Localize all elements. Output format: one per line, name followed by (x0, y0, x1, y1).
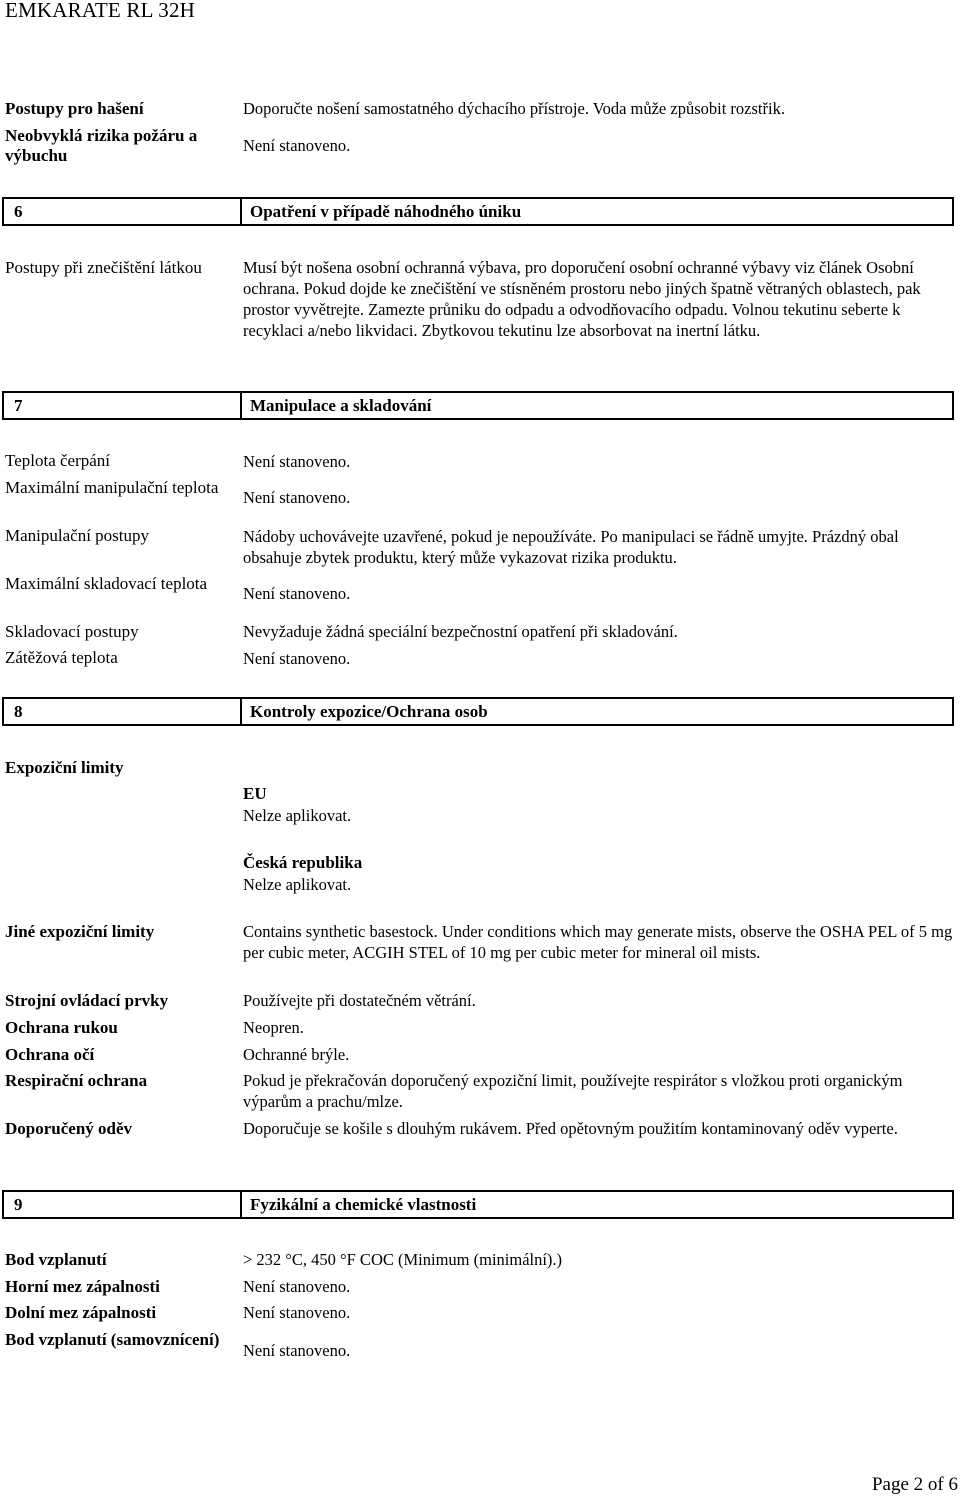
label-upper-flammability-limit: Horní mez zápalnosti (5, 1277, 160, 1296)
label-load-temperature: Zátěžová teplota (5, 648, 118, 667)
label-lower-flammability-limit: Dolní mez zápalnosti (5, 1303, 157, 1322)
value-unusual-fire-hazards: Není stanoveno. (243, 136, 351, 155)
section-8-title: Kontroly expozice/Ochrana osob (250, 702, 488, 721)
section-6-title: Opatření v případě náhodného úniku (250, 202, 522, 221)
label-recommended-clothing: Doporučený oděv (5, 1119, 133, 1138)
eu-heading: EU (243, 784, 267, 803)
czech-value: Nelze aplikovat. (243, 875, 352, 894)
label-spill-procedures: Postupy při znečištění látkou (5, 258, 202, 277)
section-header-divider (240, 699, 242, 724)
value-pumping-temperature: Není stanoveno. (243, 452, 351, 471)
value-max-handling-temperature: Není stanoveno. (243, 488, 351, 507)
value-autoignition-point: Není stanoveno. (243, 1341, 351, 1360)
label-flash-point: Bod vzplanutí (5, 1250, 107, 1269)
label-unusual-fire-hazards: Neobvyklá rizika požáru a výbuchu (5, 126, 198, 165)
value-lower-flammability-limit: Není stanoveno. (243, 1303, 351, 1322)
label-max-handling-temperature: Maximální manipulační teplota (5, 478, 219, 497)
section-9-number: 9 (14, 1195, 23, 1214)
value-other-exposure-limits: Contains synthetic basestock. Under conditions which may generate mists, observe the OSHA PEL of 5 mg per cubic meter, ACGIH STEL of 10 mg per cubic meter for mineral oil mists. (243, 922, 953, 962)
section-7-header (2, 391, 954, 420)
value-flash-point: > 232 °C, 450 °F COC (Minimum (minimální).) (243, 1250, 563, 1269)
value-hand-protection: Neopren. (243, 1018, 304, 1037)
label-other-exposure-limits: Jiné expoziční limity (5, 922, 155, 941)
section-header-divider (240, 1192, 242, 1217)
label-storage-procedures: Skladovací postupy (5, 622, 139, 641)
section-6-header (2, 197, 954, 226)
section-9-header (2, 1190, 954, 1219)
czech-heading: Česká republika (243, 853, 363, 872)
section-header-divider (240, 393, 242, 418)
label-pumping-temperature: Teplota čerpání (5, 451, 111, 470)
value-load-temperature: Není stanoveno. (243, 649, 351, 668)
label-hand-protection: Ochrana rukou (5, 1018, 118, 1037)
label-exposure-limits: Expoziční limity (5, 758, 124, 777)
label-respiratory-protection: Respirační ochrana (5, 1071, 148, 1090)
section-header-divider (240, 199, 242, 224)
document-title: EMKARATE RL 32H (5, 0, 196, 22)
value-upper-flammability-limit: Není stanoveno. (243, 1277, 351, 1296)
label-max-storage-temperature: Maximální skladovací teplota (5, 574, 208, 593)
eu-value: Nelze aplikovat. (243, 806, 352, 825)
label-fire-procedures: Postupy pro hašení (5, 99, 144, 118)
section-8-number: 8 (14, 702, 23, 721)
value-spill-procedures: Musí být nošena osobní ochranná výbava, pro doporučení osobní ochranné výbavy viz článek Osobní ochrana. Pokud dojde ke znečištění ve stísněném prostoru nebo jiných špatně větraných oblastech, pak prostor vyvětrejte. Zamezte průniku do odpadu a odvodňovacího odpadu. Volnou tekutinu seberte k recyklaci a/nebo likvidaci. Zbytkovou tekutinu lze absorbovat na inertní látku. (243, 258, 921, 340)
label-handling-procedures: Manipulační postupy (5, 526, 150, 545)
section-7-number: 7 (14, 396, 23, 415)
page-number: Page 2 of 6 (871, 1474, 958, 1495)
value-respiratory-protection: Pokud je překračován doporučený expoziční limit, používejte respirátor s vložkou proti organickým výparům a prachu/mlze. (243, 1071, 903, 1111)
section-9-title: Fyzikální a chemické vlastnosti (250, 1195, 477, 1214)
value-fire-procedures: Doporučte nošení samostatného dýchacího přístroje. Voda může způsobit rozstřik. (243, 99, 785, 118)
value-handling-procedures: Nádoby uchovávejte uzavřené, pokud je nepoužíváte. Po manipulaci se řádně umyjte. Prázdný obal obsahuje zbytek produktu, který může vykazovat rizika produktu. (243, 527, 899, 567)
value-storage-procedures: Nevyžaduje žádná speciální bezpečnostní opatření při skladování. (243, 622, 678, 641)
value-max-storage-temperature: Není stanoveno. (243, 584, 351, 603)
section-8-header (2, 697, 954, 726)
value-recommended-clothing: Doporučuje se košile s dlouhým rukávem. Před opětovným použitím kontaminovaný oděv vyperte. (243, 1119, 898, 1138)
label-eye-protection: Ochrana očí (5, 1045, 95, 1064)
section-7-title: Manipulace a skladování (250, 396, 432, 415)
label-autoignition-point: Bod vzplanutí (samovznícení) (5, 1330, 220, 1349)
value-engineering-controls: Používejte při dostatečném větrání. (243, 991, 476, 1010)
label-engineering-controls: Strojní ovládací prvky (5, 991, 169, 1010)
section-6-number: 6 (14, 202, 23, 221)
value-eye-protection: Ochranné brýle. (243, 1045, 350, 1064)
